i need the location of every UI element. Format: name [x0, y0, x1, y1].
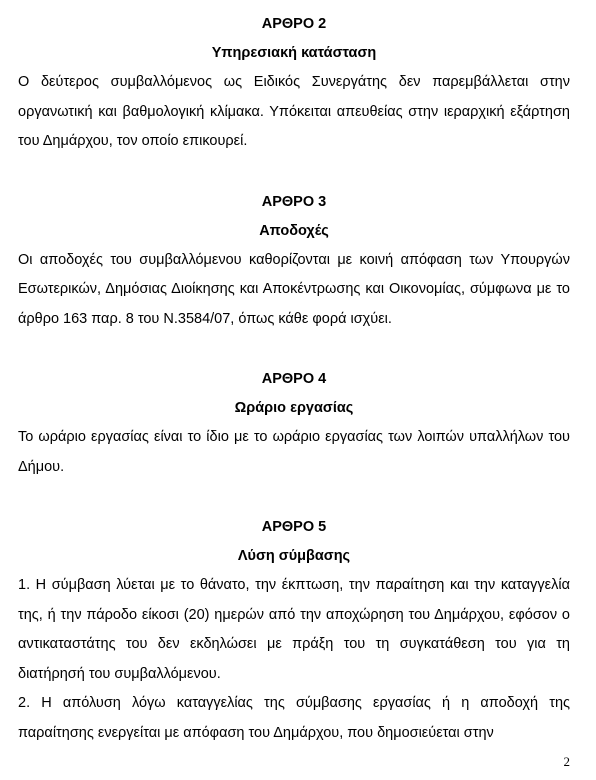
article-title: Ωράριο εργασίας	[234, 400, 354, 416]
article-number: ΑΡΘΡΟ 2	[261, 16, 327, 32]
article-title: Λύση σύμβασης	[237, 548, 351, 564]
article-5	[18, 513, 570, 748]
article-title: Αποδοχές	[259, 222, 329, 239]
article-paragraph: Ο δεύτερος συμβαλλόμενος ως Ειδικός Συνεργάτης δεν παρεμβάλλεται στην οργανωτική και βαθμολογική κλίμακα. Υπόκειται απευθείας στην ιεραρχική εξάρτηση του Δημάρχου, τον οποίο επικουρεί.	[18, 74, 570, 149]
article-number: ΑΡΘΡΟ 4	[261, 371, 327, 387]
article-paragraph: 2. Η απόλυση λόγω καταγγελίας της σύμβασης εργασίας ή η αποδοχή της παραίτησης ενεργείται με απόφαση του Δημάρχου, που δημοσιεύεται στην	[18, 695, 570, 741]
article-title: Υπηρεσιακή κατάσταση	[211, 45, 377, 61]
document-page	[18, 10, 570, 748]
article-3	[18, 188, 570, 335]
article-paragraph: Οι αποδοχές του συμβαλλόμενου καθορίζονται με κοινή απόφαση των Υπουργών Εσωτερικών, Δημόσιας Διοίκησης και Αποκέντρωσης και Οικονομίας, σύμφωνα με το άρθρο 163 παρ. 8 του Ν.3584/07, όπως κάθε φορά ισχύει.	[18, 251, 570, 327]
article-number: ΑΡΘΡΟ 5	[261, 519, 327, 535]
article-paragraph: Το ωράριο εργασίας είναι το ίδιο με το ωράριο εργασίας των λοιπών υπαλλήλων του Δήμου.	[18, 429, 570, 475]
article-4	[18, 365, 570, 482]
article-paragraph: 1. Η σύμβαση λύεται με το θάνατο, την έκπτωση, την παραίτηση και την καταγγελία της, ή την πάροδο είκοσι (20) ημερών από την αποχώρηση του Δημάρχου, εφόσον ο αντικαταστάτης του δεν εκδηλώσει με πράξη του τη συγκατάθεση του για τη διατήρησή του συμβαλλόμενου.	[18, 577, 570, 682]
article-2	[18, 10, 570, 157]
article-number: ΑΡΘΡΟ 3	[261, 193, 327, 210]
page-number: 2	[563, 754, 570, 769]
